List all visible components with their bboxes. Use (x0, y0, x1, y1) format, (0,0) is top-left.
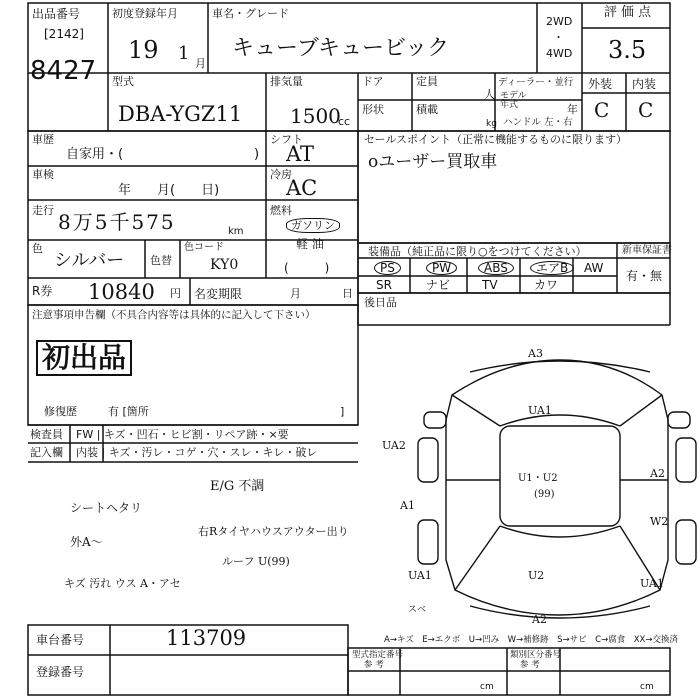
shift-value: AT (286, 142, 315, 166)
recycle-label: R券 (32, 284, 53, 298)
model-value: DBA-YGZ11 (118, 102, 243, 126)
cm-unit: cm (640, 682, 654, 692)
notes-label: 注意事項申告欄（不具合内容等は具体的に記入して下さい） (32, 309, 316, 321)
handwritten-note: 外A～ (70, 535, 103, 549)
entry-row: 内装 | キズ・汚レ・コゲ・穴・スレ・キレ・破レ (76, 446, 318, 459)
history-value: 自家用・( (66, 147, 124, 162)
category-reference: 参 考 (520, 660, 540, 670)
equip-airbag: エアB (530, 261, 574, 275)
car-name-value: キューブキュービック (232, 36, 450, 61)
equip-tv: TV (482, 278, 498, 292)
name-change-label: 名変期限 (194, 287, 243, 301)
registration-label: 登録番号 (36, 665, 85, 679)
mileage-value: 8万5千575 (58, 210, 176, 234)
paint-label: 色替 (150, 254, 172, 267)
entry-label: 記入欄 (30, 446, 63, 459)
yen-unit: 円 (170, 287, 181, 300)
handwritten-note: ルーフ U(99) (222, 555, 290, 568)
inspection-label: 車検 (32, 168, 54, 181)
equip-leather: カワ (534, 278, 559, 292)
inspector-row: FW | キズ・凹石・ヒビ割・リペア跡・×要 (76, 428, 289, 441)
fuel-label: 燃料 (270, 204, 292, 217)
handwritten-note: 右Rタイヤハウスアウター出り (198, 525, 349, 538)
damage-legend: A→キズ E→エクボ U→凹み W→補修跡 S→サビ C→腐食 XX→交換済 (384, 635, 678, 645)
repair-label: 修復歴 (44, 405, 77, 418)
handwritten-note: キズ 汚れ ウス A・アセ (64, 577, 181, 590)
sales-point-label: セールスポイント（正常に機能するものに限ります） (364, 133, 628, 146)
displacement-label: 排気量 (270, 75, 303, 88)
handwritten-note: E/G 不調 (210, 479, 265, 494)
damage-mark: UA1 (408, 569, 432, 582)
door-label: ドア (362, 75, 384, 88)
equip-ps: PS (374, 261, 401, 275)
fuel-paren: ( ) (284, 261, 330, 275)
km-unit: km (228, 226, 244, 237)
type-designation-label: 型式指定番号 (352, 650, 404, 660)
recycle-value: 10840 (88, 280, 155, 304)
load-label: 積載 (416, 103, 438, 116)
damage-mark: スベ (408, 605, 427, 615)
equipment-label: 装備品（純正品に限り○をつけてください） (368, 245, 587, 258)
month-suffix: 月 (195, 57, 206, 70)
damage-mark: A3 (528, 347, 543, 360)
person-unit: 人 (484, 88, 495, 101)
dealer-label: ディーラー・並行 (498, 77, 574, 88)
fuel-gasoline: ガソリン (286, 218, 340, 233)
chassis-label: 車台番号 (36, 633, 85, 647)
first-reg-label: 初度登録年月 (112, 7, 178, 20)
interior-grade: C (638, 98, 654, 122)
score-value: 3.5 (608, 36, 647, 64)
damage-mark: U2 (528, 569, 545, 582)
chassis-value: 113709 (166, 626, 247, 650)
category-label: 類別区分番号 (510, 650, 562, 660)
model-year-label: モデル年式 (500, 91, 527, 111)
equip-navi: ナビ (426, 278, 451, 292)
car-name-label: 車名・グレード (212, 7, 289, 20)
color-value: シルバー (54, 250, 125, 271)
after-items-label: 後日品 (364, 296, 397, 309)
damage-mark: U1・U2 (518, 473, 558, 484)
first-reg-month: 1 (178, 43, 190, 64)
shape-label: 形状 (362, 103, 384, 116)
cc-unit: cc (338, 115, 351, 128)
damage-mark: A2 (650, 467, 665, 480)
first-reg-year: 19 (128, 36, 159, 64)
repair-value: 有 [箇所 (108, 405, 149, 418)
name-change-month: 月 (290, 287, 301, 300)
model-label: 型式 (112, 75, 134, 88)
drive-2wd: 2WD (546, 15, 573, 28)
exterior-label: 外装 (588, 77, 613, 91)
equip-abs: ABS (478, 261, 514, 275)
damage-mark: A1 (400, 499, 415, 512)
shift-label: シフト (270, 133, 303, 146)
history-label: 車歴 (32, 133, 54, 146)
displacement-value: 1500 (290, 104, 341, 128)
color-code-label: 色コード (184, 242, 224, 253)
drive-dot: ・ (553, 31, 564, 44)
color-code-value: KY0 (210, 257, 239, 273)
lot-code: [2142] (44, 27, 84, 41)
damage-mark: W2 (650, 515, 669, 528)
repair-close: ] (340, 405, 345, 418)
fuel-diesel: 軽 油 (296, 237, 324, 251)
first-listing-stamp: 初出品 (36, 340, 132, 376)
damage-mark: (99) (534, 489, 555, 500)
lot-number: 8427 (30, 56, 97, 86)
handwritten-note: シートヘタリ (70, 501, 143, 515)
color-label: 色 (32, 242, 43, 255)
sales-point-text: oユーザー買取車 (368, 152, 498, 172)
damage-mark: UA1 (528, 404, 552, 417)
equip-sr: SR (376, 278, 392, 292)
damage-mark: UA1 (640, 577, 664, 590)
equip-aw: AW (584, 261, 604, 275)
cm-unit: cm (480, 682, 494, 692)
equip-pw: PW (426, 261, 457, 275)
type-designation-reference: 参 考 (364, 660, 384, 670)
name-change-day: 日 (342, 287, 353, 300)
inspection-value: 年 月( 日) (118, 183, 220, 198)
drive-4wd: 4WD (546, 47, 573, 60)
year-unit: 年 (567, 103, 578, 116)
score-label: 評価点 (604, 5, 656, 20)
inspector-label: 検査員 (30, 428, 63, 441)
damage-mark: A2 (532, 613, 547, 626)
kg-unit: kg (486, 119, 497, 129)
ac-label: 冷房 (270, 168, 292, 181)
interior-label: 内装 (632, 77, 657, 91)
mileage-label: 走行 (32, 204, 54, 217)
warranty-label: 新車保証書 (622, 245, 672, 256)
damage-mark: UA2 (382, 439, 406, 452)
exterior-grade: C (594, 98, 610, 122)
capacity-label: 定員 (416, 75, 438, 88)
ac-value: AC (286, 176, 318, 200)
history-close: ) (254, 147, 260, 162)
lot-label: 出品番号 (32, 7, 81, 21)
handle-label: ハンドル 左・右 (503, 117, 573, 128)
warranty-value: 有・無 (626, 269, 663, 283)
